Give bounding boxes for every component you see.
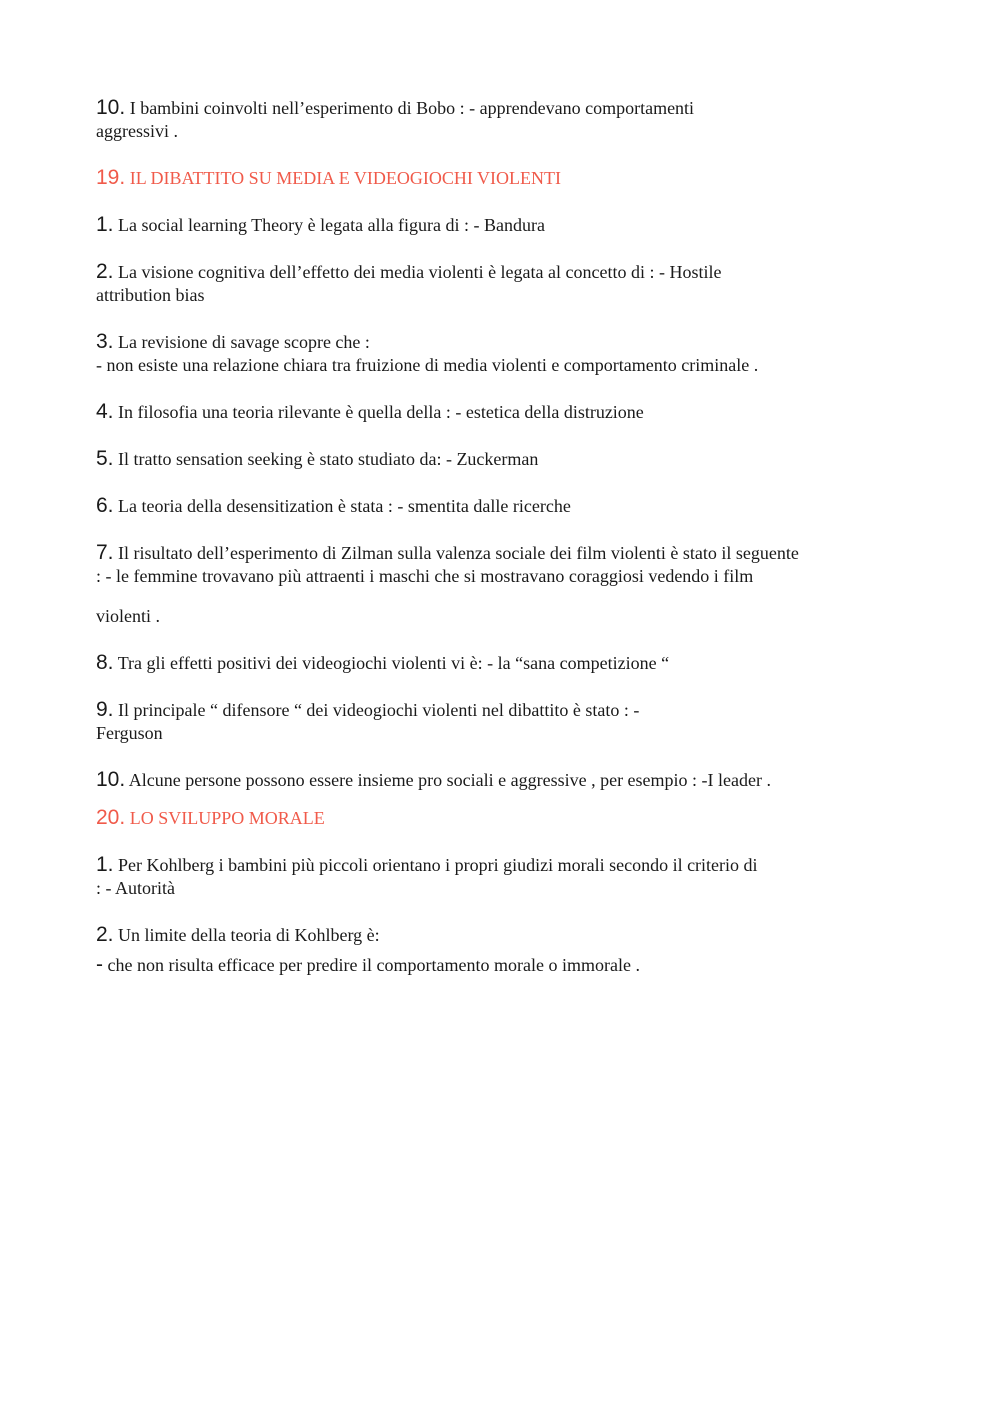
list-item-19-10 <box>96 768 896 792</box>
list-item-20-2 <box>96 923 896 977</box>
section-number: 20. <box>96 806 126 829</box>
section-heading-20 <box>96 806 896 830</box>
list-item-19-9 <box>96 698 896 745</box>
item-text: La teoria della desensitization è stata : - smentita dalle ricerche <box>113 496 571 516</box>
item-number: 1. <box>96 853 114 876</box>
section-title: LO SVILUPPO MORALE <box>125 808 325 828</box>
dash-bullet: - <box>96 953 103 976</box>
document-page <box>96 96 896 1000</box>
item-text-continued: violenti . <box>96 606 160 626</box>
item-text: Il tratto sensation seeking è stato studiato da: - Zuckerman <box>113 449 539 469</box>
item-number: 4. <box>96 400 114 423</box>
item-text-continued: aggressivi . <box>96 121 178 141</box>
item-text-continued: che non risulta efficace per predire il comportamento morale o immorale . <box>103 955 640 975</box>
item-text-continued: : - Autorità <box>96 878 175 898</box>
list-item-top-10 <box>96 96 896 143</box>
item-text-continued: : - le femmine trovavano più attraenti i maschi che si mostravano coraggiosi vedendo i film <box>96 566 754 586</box>
item-text: Un limite della teoria di Kohlberg è: <box>113 925 380 945</box>
item-number: 6. <box>96 494 114 517</box>
item-number: 1. <box>96 213 114 236</box>
item-number: 10. <box>96 96 126 119</box>
item-number: 9. <box>96 698 114 721</box>
list-item-19-6 <box>96 494 896 518</box>
list-item-19-5 <box>96 447 896 471</box>
item-text-continued: - non esiste una relazione chiara tra fruizione di media violenti e comportamento criminale . <box>96 355 759 375</box>
item-text: La social learning Theory è legata alla figura di : - Bandura <box>113 215 546 235</box>
item-text: La visione cognitiva dell’effetto dei media violenti è legata al concetto di : - Hostile <box>113 262 722 282</box>
item-text-continued: Ferguson <box>96 723 163 743</box>
list-item-19-4 <box>96 400 896 424</box>
item-number: 3. <box>96 330 114 353</box>
list-item-19-2 <box>96 260 896 307</box>
item-number: 5. <box>96 447 114 470</box>
section-title: IL DIBATTITO SU MEDIA E VIDEOGIOCHI VIOLENTI <box>125 168 561 188</box>
list-item-19-3 <box>96 330 896 377</box>
item-text: I bambini coinvolti nell’esperimento di Bobo : - apprendevano comportamenti <box>125 98 695 118</box>
item-number: 10. <box>96 768 126 791</box>
list-item-19-1 <box>96 213 896 237</box>
item-text: Alcune persone possono essere insieme pro sociali e aggressive , per esempio : -I leader . <box>125 770 771 790</box>
section-number: 19. <box>96 166 126 189</box>
item-number: 2. <box>96 923 114 946</box>
list-item-19-8 <box>96 651 896 675</box>
section-heading-19 <box>96 166 896 190</box>
item-text: Tra gli effetti positivi dei videogiochi violenti vi è: - la “sana competizione “ <box>113 653 670 673</box>
item-text-continued: attribution bias <box>96 285 205 305</box>
item-text: In filosofia una teoria rilevante è quella della : - estetica della distruzione <box>113 402 644 422</box>
list-item-20-1 <box>96 853 896 900</box>
item-number: 2. <box>96 260 114 283</box>
list-item-19-7 <box>96 541 896 628</box>
item-number: 7. <box>96 541 114 564</box>
item-text: Il risultato dell’esperimento di Zilman sulla valenza sociale dei film violenti è stato il seguente <box>113 543 799 563</box>
item-text: La revisione di savage scopre che : <box>113 332 370 352</box>
item-number: 8. <box>96 651 114 674</box>
item-text: Il principale “ difensore “ dei videogiochi violenti nel dibattito è stato : - <box>113 700 640 720</box>
item-text: Per Kohlberg i bambini più piccoli orientano i propri giudizi morali secondo il criterio di <box>113 855 758 875</box>
